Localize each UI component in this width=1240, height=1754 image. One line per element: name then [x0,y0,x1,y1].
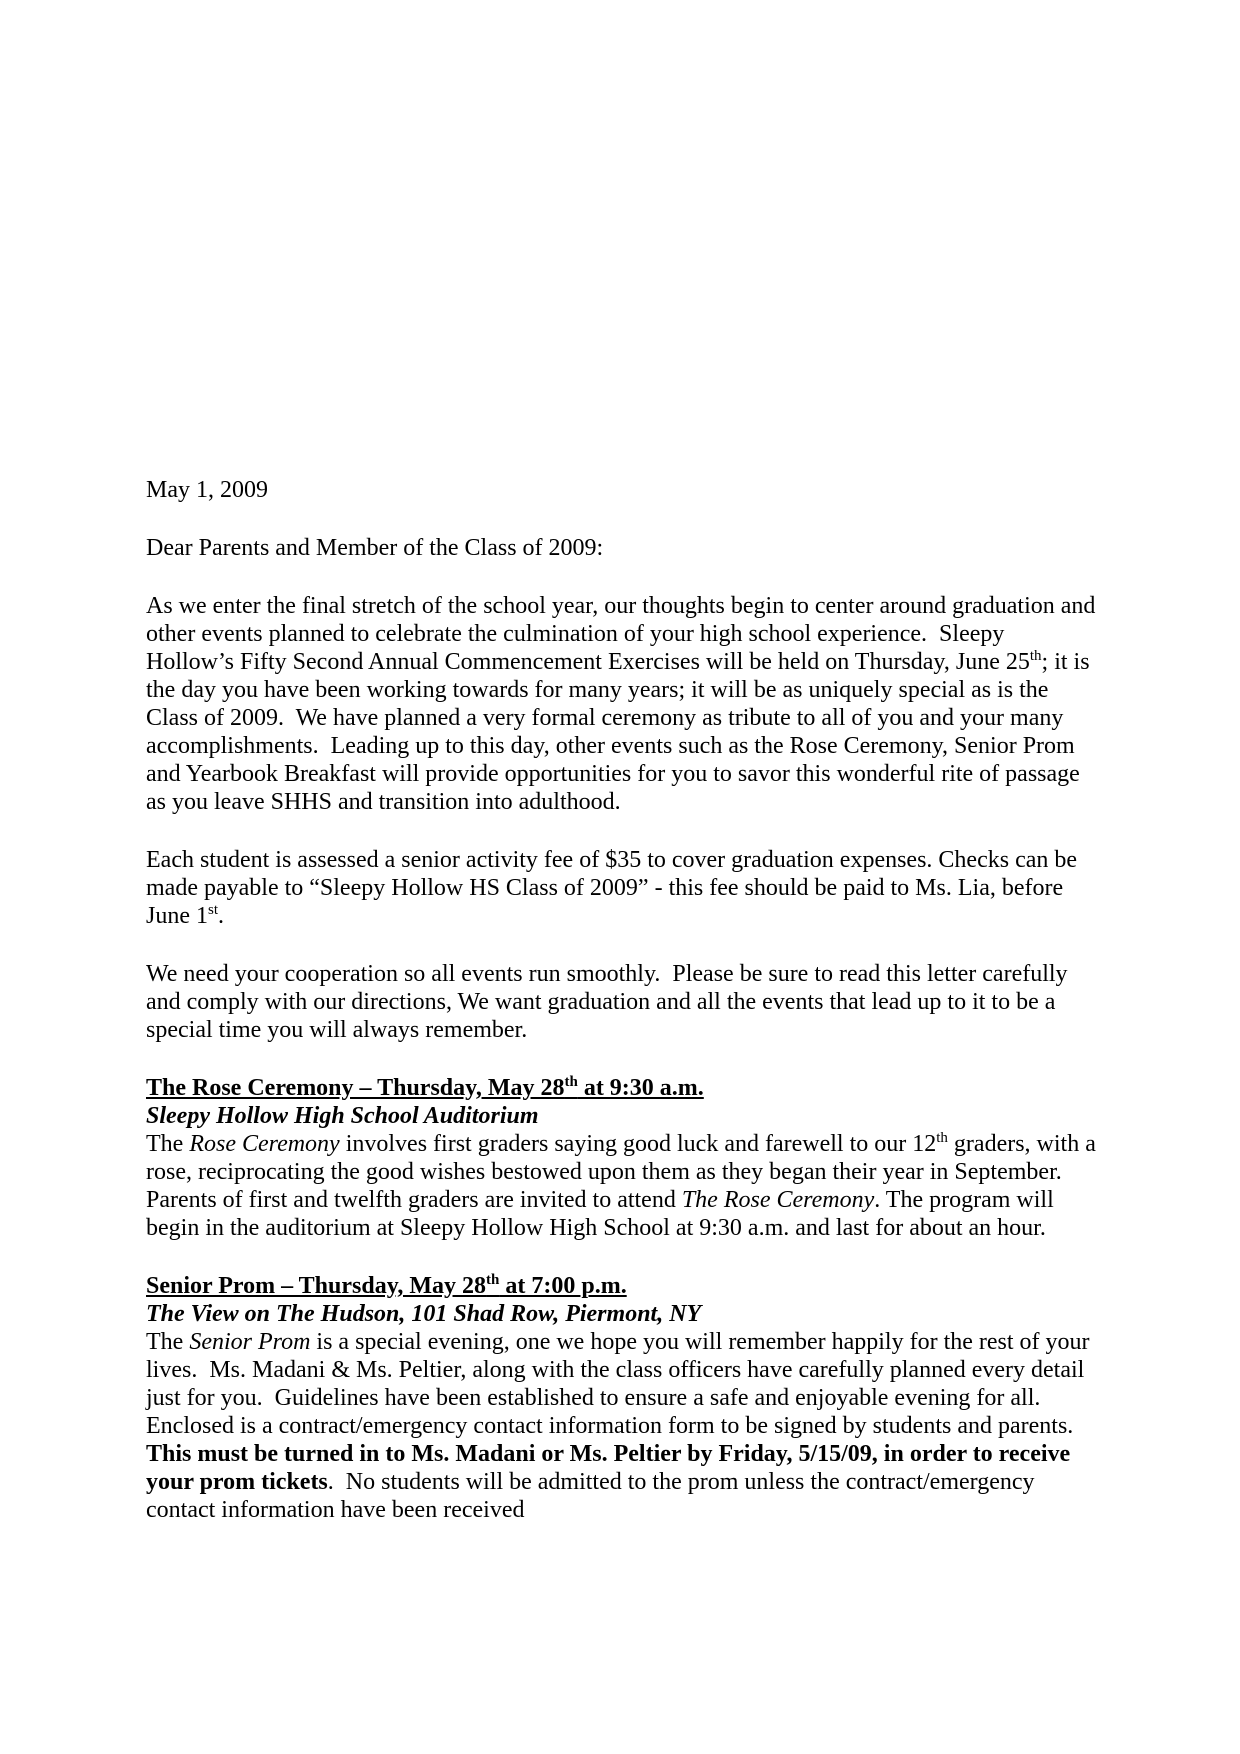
heading-text [146,1273,627,1299]
senior-prom-venue: The View on The Hudson, 101 Shad Row, Piermont, NY [146,1301,702,1327]
text-run: involves first graders saying good luck and farewell to our 12 [339,1131,937,1157]
senior-prom-section [146,1272,1098,1524]
text-run: The [146,1131,190,1157]
ordinal-superscript: th [936,1130,948,1146]
text-run: . No students will be admitted to the prom unless the contract/emergency contact information have been received [146,1469,1041,1523]
text-run: Senior Prom – Thursday, May 28 [146,1273,487,1299]
ordinal-superscript: th [1029,648,1042,664]
fee-paragraph [146,846,1098,930]
italic-run: Senior Prom [189,1329,311,1355]
ordinal-superscript: th [564,1074,578,1090]
letter-body [146,476,1102,1554]
text-run: Each student is assessed a senior activity fee of $35 to cover graduation expenses. Checks can be made payable to “Sleepy Hollow HS Class of 2009” - this fee should be paid to Ms. Lia, before June 1 [146,847,1084,929]
rose-ceremony-paragraph [146,1130,1102,1242]
bold-run: This must be turned in to Ms. Madani or Ms. Peltier by Friday, 5/15/09, in order to receive your prom tickets [146,1441,1077,1495]
text-run: As we enter the final stretch of the school year, our thoughts begin to center around graduation and other events planned to celebrate the culmination of your high school experience. Sleepy Hollow’s Fifty Second Annual Commencement Exercises will be held on Thursday, June 25 [146,593,1102,675]
date-line: May 1, 2009 [146,477,268,503]
text-run: The Rose Ceremony – Thursday, May 28 [146,1075,565,1101]
senior-prom-heading [146,1272,1098,1300]
text-run: graders, with a rose, reciprocating the good wishes bestowed upon them as they began their year in September. Parents of first and twelfth graders are invited to attend [146,1131,1102,1213]
rose-ceremony-heading [146,1074,1098,1102]
text-run: is a special evening, one we hope you will remember happily for the rest of your lives. Ms. Madani & Ms. Peltier, along with the class officers have carefully planned every detail just for you. Guidelines have been established to ensure a safe and enjoyable evening for all. Enclosed is a contract/emergency contact information form to be signed by students and parents. [146,1329,1096,1439]
ordinal-superscript: st [208,902,219,918]
salutation: Dear Parents and Member of the Class of 2009: [146,535,604,561]
senior-prom-paragraph [146,1328,1098,1524]
heading-text [146,1075,704,1101]
text-run: at 7:00 p.m. [499,1273,627,1299]
text-run: ; it is the day you have been working towards for many years; it will be as uniquely special as is the Class of 2009. We have planned a very formal ceremony as tribute to all of you and your many accomplishments. Leading up to this day, other events such as the Rose Ceremony, Senior Prom and Yearbook Breakfast will provide opportunities for you to savor this wonderful rite of passage as you leave SHHS and transition into adulthood. [146,649,1096,815]
cooperation-paragraph: We need your cooperation so all events run smoothly. Please be sure to read this letter carefully and comply with our directions, We want graduation and all the events that lead up to it to be a special time you will always remember. [146,961,1074,1043]
italic-run: Rose Ceremony [189,1131,340,1157]
italic-run: The Rose Ceremony [681,1187,875,1213]
ordinal-superscript: th [486,1272,500,1288]
text-run: The [146,1329,190,1355]
rose-ceremony-venue: Sleepy Hollow High School Auditorium [146,1103,539,1129]
text-run: . The program will begin in the auditorium at Sleepy Hollow High School at 9:30 a.m. and last for about an hour. [146,1187,1060,1241]
text-run: . [218,903,225,929]
text-run: at 9:30 a.m. [577,1075,704,1101]
intro-paragraph [146,592,1102,816]
rose-ceremony-section [146,1074,1102,1242]
